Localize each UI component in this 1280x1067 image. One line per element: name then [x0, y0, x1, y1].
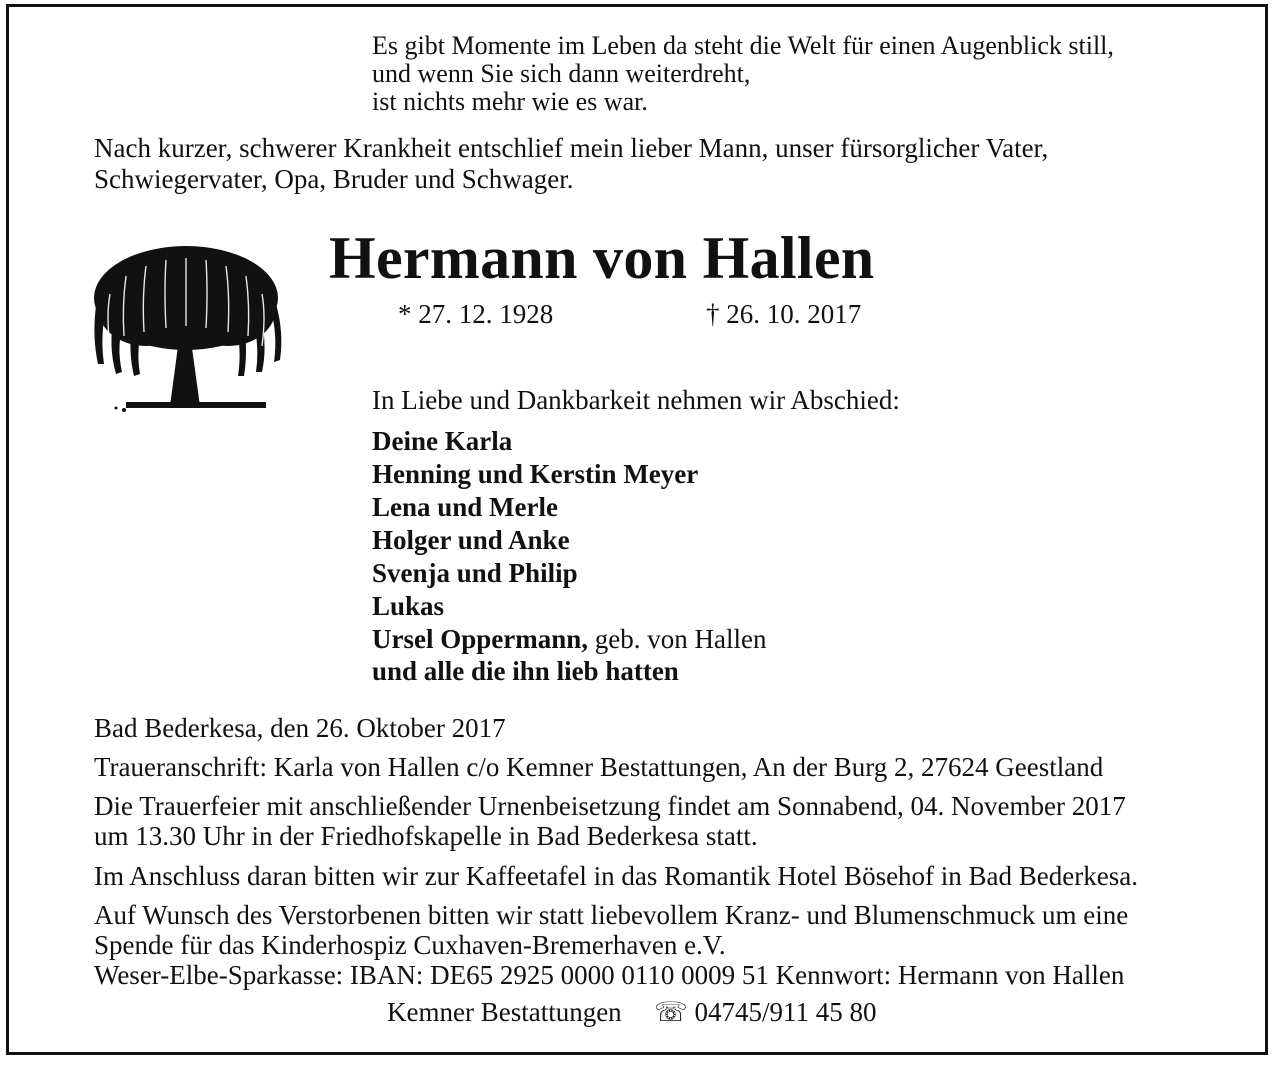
poem-line-3: ist nichts mehr wie es war. [372, 87, 648, 116]
poem-line-2: und wenn Sie sich dann weiterdreht, [372, 59, 751, 88]
mourning-address: Traueranschrift: Karla von Hallen c/o Kemner Bestattungen, An der Burg 2, 27624 Geestland [94, 752, 1104, 782]
mourner-5: Svenja und Philip [372, 558, 578, 588]
mourner-7-name: Ursel Oppermann, [372, 624, 588, 654]
coffee-line: Im Anschluss daran bitten wir zur Kaffeetafel in das Romantik Hotel Bösehof in Bad Bederkesa. [94, 861, 1138, 891]
mourner-3: Lena und Merle [372, 492, 558, 522]
intro-line-1: Nach kurzer, schwerer Krankheit entschlief mein lieber Mann, unser fürsorglicher Vater, [94, 133, 1049, 163]
mourner-4: Holger und Anke [372, 525, 570, 555]
ceremony-line-2: um 13.30 Uhr in der Friedhofskapelle in Bad Bederkesa statt. [94, 821, 758, 851]
telephone-icon: ☏ [654, 997, 688, 1027]
footer-phone [654, 996, 877, 1028]
mourner-6: Lukas [372, 591, 445, 621]
undertaker-name: Kemner Bestattungen [387, 997, 622, 1027]
death-date: † 26. 10. 2017 [706, 299, 862, 329]
place-date: Bad Bederkesa, den 26. Oktober 2017 [94, 713, 506, 743]
birth-date: * 27. 12. 1928 [398, 299, 554, 329]
phone-number: 04745/911 45 80 [694, 997, 877, 1027]
donation-line-2: Spende für das Kinderhospiz Cuxhaven-Bremerhaven e.V. [94, 930, 726, 960]
mourner-1: Deine Karla [372, 426, 513, 456]
farewell-line: In Liebe und Dankbarkeit nehmen wir Abschied: [372, 385, 900, 415]
mourner-7-suffix: geb. von Hallen [588, 624, 767, 654]
mourner-2: Henning und Kerstin Meyer [372, 459, 699, 489]
mourners-closing: und alle die ihn lieb hatten [372, 656, 679, 686]
bank-details: Weser-Elbe-Sparkasse: IBAN: DE65 2925 0000 0110 0009 51 Kennwort: Hermann von Hallen [94, 960, 1125, 990]
donation-line-1: Auf Wunsch des Verstorbenen bitten wir statt liebevollem Kranz- und Blumenschmuck um eine [94, 900, 1129, 930]
deceased-name: Hermann von Hallen [329, 225, 875, 291]
poem-line-1: Es gibt Momente im Leben da steht die Welt für einen Augenblick still, [372, 31, 1114, 60]
mourner-7 [372, 623, 766, 655]
intro-line-2: Schwiegervater, Opa, Bruder und Schwager. [94, 164, 574, 194]
weeping-willow-icon [86, 236, 286, 416]
ceremony-line-1: Die Trauerfeier mit anschließender Urnenbeisetzung findet am Sonnabend, 04. November 2017 [94, 791, 1126, 821]
